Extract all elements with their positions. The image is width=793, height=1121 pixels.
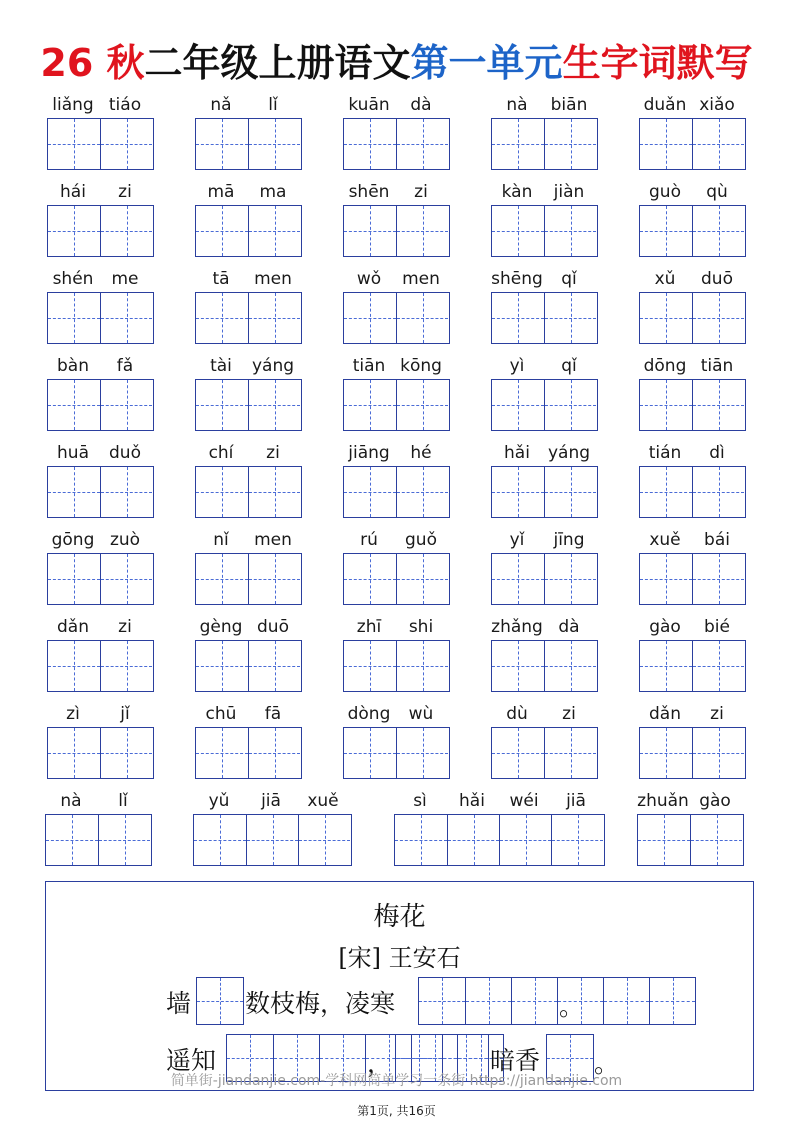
pinyin-label: nà <box>506 95 528 115</box>
pinyin-label: zuò <box>109 530 141 550</box>
writing-cell[interactable] <box>248 293 300 343</box>
writing-cell[interactable] <box>640 641 692 691</box>
writing-cell[interactable] <box>344 728 396 778</box>
pinyin-label: jiāng <box>348 443 390 463</box>
pinyin-label: qǐ <box>561 269 577 289</box>
title-part: 第一单元 <box>410 41 563 85</box>
title-part: 生字词默写 <box>562 41 753 85</box>
poem-line1-a: 墙 <box>166 989 192 1018</box>
writing-cell[interactable] <box>396 293 448 343</box>
pinyin-label: zhǎng <box>491 617 543 637</box>
writing-cell[interactable] <box>544 467 596 517</box>
pinyin-label: wù <box>408 704 434 724</box>
writing-cell[interactable] <box>640 206 692 256</box>
pinyin-label: zi <box>266 443 280 463</box>
pinyin-label: mā <box>207 182 235 202</box>
pinyin-label: zhī <box>356 617 382 637</box>
writing-cell[interactable] <box>100 728 152 778</box>
writing-grid[interactable] <box>639 727 746 779</box>
writing-cell[interactable] <box>499 815 551 865</box>
pinyin-label: men <box>402 269 440 289</box>
pinyin-label: tián <box>648 443 682 463</box>
writing-grid[interactable] <box>195 292 302 344</box>
writing-grid[interactable] <box>491 727 598 779</box>
writing-cell[interactable] <box>344 293 396 343</box>
writing-cell[interactable] <box>344 467 396 517</box>
poem-section <box>45 881 754 1091</box>
writing-grid[interactable] <box>343 553 450 605</box>
writing-grid[interactable] <box>639 292 746 344</box>
writing-cell[interactable] <box>248 728 300 778</box>
writing-grid[interactable] <box>343 205 450 257</box>
writing-grid[interactable] <box>47 118 154 170</box>
writing-cell[interactable] <box>544 293 596 343</box>
writing-grid[interactable] <box>491 292 598 344</box>
pinyin-label: shēn <box>348 182 390 202</box>
writing-grid[interactable] <box>45 814 152 866</box>
pinyin-label: zhuǎn <box>637 791 689 811</box>
pinyin-label: dǎn <box>57 617 89 637</box>
writing-cell[interactable] <box>48 119 100 169</box>
pinyin-label: lǐ <box>268 95 278 115</box>
title-part: 二年级上册语文 <box>144 41 411 85</box>
pinyin-label: men <box>254 530 292 550</box>
writing-grid[interactable] <box>639 118 746 170</box>
writing-grid[interactable] <box>491 466 598 518</box>
writing-cell[interactable] <box>692 641 744 691</box>
page-title <box>0 38 793 88</box>
pinyin-label: gào <box>649 617 681 637</box>
writing-cell[interactable] <box>492 293 544 343</box>
pinyin-label: chí <box>208 443 234 463</box>
writing-cell[interactable] <box>692 293 744 343</box>
pinyin-label: gèng <box>199 617 243 637</box>
pinyin-label: sì <box>413 791 427 811</box>
writing-cell[interactable] <box>196 380 248 430</box>
writing-grid[interactable] <box>491 118 598 170</box>
writing-cell[interactable] <box>544 119 596 169</box>
writing-grid[interactable] <box>47 292 154 344</box>
writing-grid[interactable] <box>491 379 598 431</box>
pinyin-label: kōng <box>400 356 442 376</box>
writing-cell[interactable] <box>100 467 152 517</box>
writing-cell[interactable] <box>396 467 448 517</box>
pinyin-label: tiáo <box>108 95 142 115</box>
writing-grid[interactable] <box>193 814 352 866</box>
pinyin-label: chū <box>205 704 237 724</box>
poem-line2-b: ， <box>367 1049 393 1078</box>
pinyin-label: dòng <box>347 704 391 724</box>
poem-blank-1[interactable] <box>196 977 244 1025</box>
pinyin-label: tiān <box>352 356 386 376</box>
writing-cell[interactable] <box>196 467 248 517</box>
writing-cell[interactable] <box>248 641 300 691</box>
pinyin-label: dà <box>410 95 432 115</box>
pinyin-label: hái <box>60 182 86 202</box>
pinyin-label: bié <box>704 617 730 637</box>
poem-blank-2[interactable] <box>418 977 696 1025</box>
writing-cell[interactable] <box>640 293 692 343</box>
writing-cell[interactable] <box>298 815 350 865</box>
writing-cell[interactable] <box>196 293 248 343</box>
pinyin-label: jǐ <box>120 704 130 724</box>
pinyin-label: dì <box>709 443 725 463</box>
pinyin-label: nà <box>60 791 82 811</box>
writing-cell[interactable] <box>98 815 150 865</box>
writing-grid[interactable] <box>47 205 154 257</box>
pinyin-label: yáng <box>547 443 591 463</box>
writing-cell[interactable] <box>492 641 544 691</box>
pinyin-label: gào <box>699 791 731 811</box>
writing-cell[interactable] <box>492 467 544 517</box>
writing-cell[interactable] <box>196 728 248 778</box>
poem-author: [宋] 王安石 <box>338 944 461 972</box>
writing-cell[interactable] <box>196 554 248 604</box>
pinyin-label: fā <box>264 704 282 724</box>
writing-grid[interactable] <box>639 466 746 518</box>
pinyin-label: zì <box>66 704 80 724</box>
writing-cell[interactable] <box>48 641 100 691</box>
pinyin-label: zi <box>710 704 724 724</box>
watermark: 简单街-jiandanjie.com-学科网简单学习一条街 https://jiandanjie.com <box>170 1073 623 1089</box>
writing-cell[interactable] <box>690 815 742 865</box>
pinyin-label: men <box>254 269 292 289</box>
pinyin-label: qù <box>706 182 728 202</box>
pinyin-label: yì <box>509 356 525 376</box>
writing-grid[interactable] <box>639 205 746 257</box>
writing-cell[interactable] <box>246 815 298 865</box>
writing-grid[interactable] <box>639 379 746 431</box>
pinyin-label: qǐ <box>561 356 577 376</box>
writing-cell[interactable] <box>640 119 692 169</box>
writing-cell[interactable] <box>344 641 396 691</box>
writing-cell[interactable] <box>196 119 248 169</box>
pinyin-label: nǐ <box>213 530 229 550</box>
pinyin-label: guǒ <box>405 530 437 550</box>
writing-cell[interactable] <box>100 380 152 430</box>
writing-cell[interactable] <box>100 119 152 169</box>
writing-cell[interactable] <box>248 380 300 430</box>
pinyin-label: wǒ <box>356 269 382 289</box>
writing-grid[interactable] <box>47 640 154 692</box>
pinyin-label: rú <box>360 530 378 550</box>
writing-cell[interactable] <box>48 728 100 778</box>
writing-cell[interactable] <box>640 554 692 604</box>
poem-line2-d: 。 <box>594 1049 620 1078</box>
pinyin-label: zi <box>414 182 428 202</box>
writing-cell[interactable] <box>395 815 447 865</box>
writing-cell[interactable] <box>344 119 396 169</box>
writing-cell[interactable] <box>194 815 246 865</box>
writing-cell[interactable] <box>48 206 100 256</box>
pinyin-label: tā <box>212 269 230 289</box>
pinyin-label: tài <box>210 356 232 376</box>
writing-grid[interactable] <box>491 640 598 692</box>
poem-line2-a: 遥知 <box>166 1046 217 1075</box>
writing-cell[interactable] <box>544 641 596 691</box>
writing-cell[interactable] <box>492 380 544 430</box>
pinyin-label: dù <box>506 704 528 724</box>
writing-cell[interactable] <box>48 293 100 343</box>
writing-grid[interactable] <box>343 292 450 344</box>
writing-cell[interactable] <box>551 815 603 865</box>
writing-grid[interactable] <box>491 205 598 257</box>
writing-cell[interactable] <box>196 206 248 256</box>
writing-grid[interactable] <box>47 379 154 431</box>
poem-title: 梅花 <box>373 902 426 932</box>
page-footer: 第1页, 共16页 <box>357 1104 436 1118</box>
writing-cell[interactable] <box>492 206 544 256</box>
writing-cell[interactable] <box>46 815 98 865</box>
writing-grid[interactable] <box>394 814 605 866</box>
writing-grid[interactable] <box>47 727 154 779</box>
writing-cell[interactable] <box>248 467 300 517</box>
pinyin-label: zi <box>118 182 132 202</box>
writing-cell[interactable] <box>48 554 100 604</box>
writing-cell[interactable] <box>396 380 448 430</box>
writing-grid[interactable] <box>343 466 450 518</box>
writing-cell[interactable] <box>396 641 448 691</box>
pinyin-label: duō <box>701 269 733 289</box>
writing-grid[interactable] <box>639 553 746 605</box>
pinyin-label: duǒ <box>109 443 141 463</box>
writing-cell[interactable] <box>692 467 744 517</box>
writing-cell[interactable] <box>248 206 300 256</box>
pinyin-label: xiǎo <box>699 95 735 115</box>
pinyin-label: wéi <box>509 791 539 811</box>
pinyin-label: duǎn <box>643 95 687 115</box>
pinyin-label: dōng <box>643 356 687 376</box>
writing-cell[interactable] <box>692 380 744 430</box>
writing-grid[interactable] <box>639 640 746 692</box>
writing-cell[interactable] <box>248 119 300 169</box>
writing-cell[interactable] <box>248 554 300 604</box>
writing-cell[interactable] <box>396 206 448 256</box>
writing-cell[interactable] <box>692 206 744 256</box>
pinyin-label: jīng <box>553 530 585 550</box>
writing-cell[interactable] <box>344 380 396 430</box>
pinyin-label: guò <box>649 182 681 202</box>
writing-grid[interactable] <box>195 727 302 779</box>
writing-cell[interactable] <box>638 815 690 865</box>
writing-cell[interactable] <box>692 554 744 604</box>
writing-cell[interactable] <box>48 380 100 430</box>
writing-cell[interactable] <box>396 554 448 604</box>
pinyin-label: dǎn <box>649 704 681 724</box>
writing-cell[interactable] <box>492 728 544 778</box>
writing-cell[interactable] <box>100 641 152 691</box>
pinyin-label: yǐ <box>509 530 525 550</box>
pinyin-label: bái <box>704 530 730 550</box>
title-part: 26 秋 <box>40 41 145 85</box>
writing-cell[interactable] <box>396 119 448 169</box>
pinyin-label: shēng <box>491 269 543 289</box>
poem-line1-c: 。 <box>559 992 585 1021</box>
writing-cell[interactable] <box>692 728 744 778</box>
pinyin-label: yáng <box>251 356 295 376</box>
writing-cell[interactable] <box>544 206 596 256</box>
writing-grid[interactable] <box>343 727 450 779</box>
writing-cell[interactable] <box>447 815 499 865</box>
writing-grid[interactable] <box>195 553 302 605</box>
writing-grid[interactable] <box>343 379 450 431</box>
pinyin-label: ma <box>259 182 287 202</box>
writing-grid[interactable] <box>47 466 154 518</box>
writing-cell[interactable] <box>492 554 544 604</box>
pinyin-label: yǔ <box>208 791 230 811</box>
writing-grid[interactable] <box>195 379 302 431</box>
pinyin-label: jiàn <box>553 182 585 202</box>
pinyin-label: jiā <box>566 791 586 811</box>
pinyin-label: kàn <box>501 182 533 202</box>
writing-grid[interactable] <box>195 205 302 257</box>
writing-grid[interactable] <box>195 466 302 518</box>
pinyin-label: shi <box>408 617 434 637</box>
writing-cell[interactable] <box>48 467 100 517</box>
pinyin-label: liǎng <box>52 95 94 115</box>
pinyin-label: xuě <box>649 530 681 550</box>
writing-grid[interactable] <box>343 118 450 170</box>
pinyin-label: tiān <box>700 356 734 376</box>
pinyin-label: zi <box>562 704 576 724</box>
writing-cell[interactable] <box>544 554 596 604</box>
pinyin-label: lǐ <box>118 791 128 811</box>
writing-cell[interactable] <box>692 119 744 169</box>
writing-cell[interactable] <box>100 293 152 343</box>
poem-line2-c: 暗香 <box>490 1046 541 1075</box>
pinyin-label: bàn <box>57 356 89 376</box>
writing-cell[interactable] <box>344 206 396 256</box>
writing-grid[interactable] <box>491 553 598 605</box>
writing-cell[interactable] <box>640 380 692 430</box>
writing-cell[interactable] <box>640 467 692 517</box>
pinyin-label: hǎi <box>504 443 530 463</box>
writing-grid[interactable] <box>195 640 302 692</box>
writing-cell[interactable] <box>544 380 596 430</box>
pinyin-label: me <box>111 269 139 289</box>
writing-cell[interactable] <box>100 554 152 604</box>
writing-grid[interactable] <box>343 640 450 692</box>
writing-cell[interactable] <box>544 728 596 778</box>
pinyin-label: nǎ <box>210 95 232 115</box>
pinyin-label: huā <box>57 443 89 463</box>
writing-cell[interactable] <box>492 119 544 169</box>
writing-cell[interactable] <box>344 554 396 604</box>
pinyin-label: kuān <box>348 95 390 115</box>
writing-grid[interactable] <box>195 118 302 170</box>
writing-cell[interactable] <box>396 728 448 778</box>
pinyin-label: xuě <box>307 791 339 811</box>
pinyin-label: xǔ <box>654 269 676 289</box>
pinyin-label: biān <box>550 95 588 115</box>
pinyin-label: hé <box>410 443 432 463</box>
pinyin-label: fǎ <box>116 356 134 376</box>
writing-grid[interactable] <box>47 553 154 605</box>
pinyin-label: zi <box>118 617 132 637</box>
writing-grid[interactable] <box>637 814 744 866</box>
pinyin-label: duō <box>257 617 289 637</box>
pinyin-label: jiā <box>261 791 281 811</box>
pinyin-label: gōng <box>51 530 95 550</box>
writing-cell[interactable] <box>640 728 692 778</box>
pinyin-label: hǎi <box>459 791 485 811</box>
pinyin-label: shén <box>52 269 94 289</box>
writing-cell[interactable] <box>100 206 152 256</box>
poem-line1-b: 数枝梅，凌寒 <box>245 989 396 1018</box>
pinyin-label: dà <box>558 617 580 637</box>
writing-cell[interactable] <box>196 641 248 691</box>
